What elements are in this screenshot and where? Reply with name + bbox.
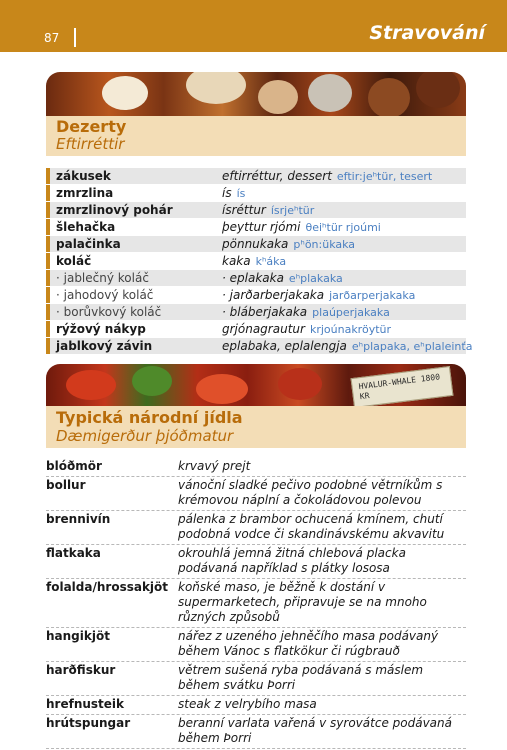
czech-term: rýžový nákyp bbox=[56, 322, 146, 336]
dish-term: harðfiskur bbox=[46, 663, 116, 677]
page-number: 87 bbox=[44, 31, 60, 45]
icelandic-term bbox=[222, 339, 472, 353]
typical-dishes-title: Typická národní jídla bbox=[56, 408, 243, 427]
pronunciation: jarðarperjakaka bbox=[329, 289, 416, 302]
icelandic-word: · jarðarberjakaka bbox=[222, 288, 325, 302]
dessert-row bbox=[46, 168, 466, 184]
desserts-subtitle: Eftirréttir bbox=[56, 135, 125, 153]
czech-term: zákusek bbox=[56, 169, 111, 183]
row-marker bbox=[46, 270, 50, 286]
dish-description: vánoční sladké pečivo podobné větrníkům s krémovou náplní a čokoládovou polevou bbox=[178, 478, 443, 507]
dish-row bbox=[46, 715, 466, 749]
desserts-photo bbox=[46, 72, 466, 116]
pronunciation: pʰön:ükaka bbox=[293, 238, 356, 251]
czech-term: zmrzlinový pohár bbox=[56, 203, 173, 217]
dessert-row bbox=[46, 219, 466, 235]
dish-term: hangikjöt bbox=[46, 629, 110, 643]
pronunciation: kʰáka bbox=[255, 255, 287, 268]
typical-dishes-photo bbox=[46, 364, 466, 406]
icelandic-term bbox=[222, 271, 343, 285]
row-marker bbox=[46, 338, 50, 354]
dish-description: beranní varlata vařená v syrovátce podávaná během Þorri bbox=[178, 716, 452, 745]
icelandic-word: ís bbox=[222, 186, 232, 200]
dish-row bbox=[46, 545, 466, 579]
pronunciation: ísrjeʰtür bbox=[270, 204, 315, 217]
czech-term: koláč bbox=[56, 254, 92, 268]
dish-term: hrefnusteik bbox=[46, 697, 125, 711]
icelandic-word: eftirréttur, dessert bbox=[222, 169, 332, 183]
icelandic-term bbox=[222, 169, 432, 183]
typical-dishes-subtitle: Dæmigerður þjóðmatur bbox=[56, 427, 234, 445]
icelandic-word: pönnukaka bbox=[222, 237, 289, 251]
czech-term: · borůvkový koláč bbox=[56, 305, 162, 319]
czech-term: · jablečný koláč bbox=[56, 271, 149, 285]
dish-row bbox=[46, 628, 466, 662]
dish-row bbox=[46, 696, 466, 715]
dish-term: flatkaka bbox=[46, 546, 101, 560]
dessert-row bbox=[46, 253, 466, 269]
pronunciation: plaúperjakaka bbox=[312, 306, 390, 319]
dish-description: pálenka z brambor ochucená kmínem, chutí podobná vodce či skandinávskému akvavitu bbox=[178, 512, 445, 541]
icelandic-word: kaka bbox=[222, 254, 251, 268]
row-marker bbox=[46, 168, 50, 184]
icelandic-word: eplabaka, eplalengja bbox=[222, 339, 347, 353]
dish-term: hrútspungar bbox=[46, 716, 131, 730]
dessert-row bbox=[46, 287, 466, 303]
icelandic-term bbox=[222, 254, 286, 268]
czech-term: · jahodový koláč bbox=[56, 288, 154, 302]
row-marker bbox=[46, 304, 50, 320]
icelandic-term bbox=[222, 322, 391, 336]
pronunciation: eʰplapaka, eʰplaleinťa bbox=[351, 340, 473, 353]
dish-row bbox=[46, 662, 466, 696]
dish-term: blóðmör bbox=[46, 459, 102, 473]
czech-term: zmrzlina bbox=[56, 186, 114, 200]
icelandic-word: grjónagrautur bbox=[222, 322, 305, 336]
dessert-row bbox=[46, 321, 466, 337]
dish-description: okrouhlá jemná žitná chlebová placka podávaná například s plátky lososa bbox=[178, 546, 406, 575]
dessert-row bbox=[46, 236, 466, 252]
price-sign bbox=[351, 366, 454, 406]
icelandic-term bbox=[222, 237, 355, 251]
icelandic-word: · eplakaka bbox=[222, 271, 284, 285]
dessert-row bbox=[46, 338, 473, 354]
dish-term: folalda/hrossakjöt bbox=[46, 580, 169, 594]
dish-term: brennivín bbox=[46, 512, 111, 526]
dish-description: koňské maso, je běžně k dostání v supermarketech, připravuje se na mnoho různých způsobů bbox=[178, 580, 427, 624]
icelandic-term bbox=[222, 203, 314, 217]
icelandic-term bbox=[222, 288, 415, 302]
dessert-row bbox=[46, 202, 466, 218]
price-sign-text: HVALUR-WHALE 1800 KR bbox=[358, 372, 441, 402]
dish-row bbox=[46, 579, 466, 628]
row-marker bbox=[46, 253, 50, 269]
desserts-table bbox=[46, 168, 473, 355]
row-marker bbox=[46, 219, 50, 235]
icelandic-term bbox=[222, 220, 381, 234]
pronunciation: eʰplakaka bbox=[288, 272, 343, 285]
dish-row bbox=[46, 477, 466, 511]
desserts-title: Dezerty bbox=[56, 117, 127, 136]
desserts-heading-band bbox=[46, 116, 466, 156]
pronunciation: ís bbox=[236, 187, 246, 200]
dessert-row bbox=[46, 304, 466, 320]
icelandic-word: ísréttur bbox=[222, 203, 266, 217]
row-marker bbox=[46, 185, 50, 201]
icelandic-term bbox=[222, 305, 390, 319]
czech-term: jablkový závin bbox=[56, 339, 153, 353]
dessert-row bbox=[46, 185, 466, 201]
row-marker bbox=[46, 321, 50, 337]
chapter-title: Stravování bbox=[369, 22, 485, 44]
dish-description: nářez z uzeného jehněčího masa podávaný během Vánoc s flatkökur či rúgbrauð bbox=[178, 629, 439, 658]
pronunciation: krjoúnakröytür bbox=[309, 323, 392, 336]
dish-description: krvavý prejt bbox=[178, 459, 251, 473]
row-marker bbox=[46, 287, 50, 303]
czech-term: šlehačka bbox=[56, 220, 116, 234]
dish-description: steak z velrybího masa bbox=[178, 697, 317, 711]
row-marker bbox=[46, 236, 50, 252]
czech-term: palačinka bbox=[56, 237, 121, 251]
typical-dishes-heading-band bbox=[46, 406, 466, 448]
pronunciation: θeiʰtür rjoúmi bbox=[305, 221, 381, 234]
header-divider bbox=[74, 28, 76, 47]
dish-term: bollur bbox=[46, 478, 86, 492]
dish-description: větrem sušená ryba podávaná s máslem během svátku Þorri bbox=[178, 663, 424, 692]
icelandic-word: · bláberjakaka bbox=[222, 305, 308, 319]
pronunciation: eftir:jeʰtür, tesert bbox=[336, 170, 433, 183]
dish-row bbox=[46, 511, 466, 545]
page-header bbox=[0, 0, 507, 52]
icelandic-term bbox=[222, 186, 245, 200]
dish-row bbox=[46, 458, 466, 477]
dessert-row bbox=[46, 270, 466, 286]
typical-dishes-list bbox=[46, 458, 466, 749]
icelandic-word: þeyttur rjómi bbox=[222, 220, 301, 234]
row-marker bbox=[46, 202, 50, 218]
